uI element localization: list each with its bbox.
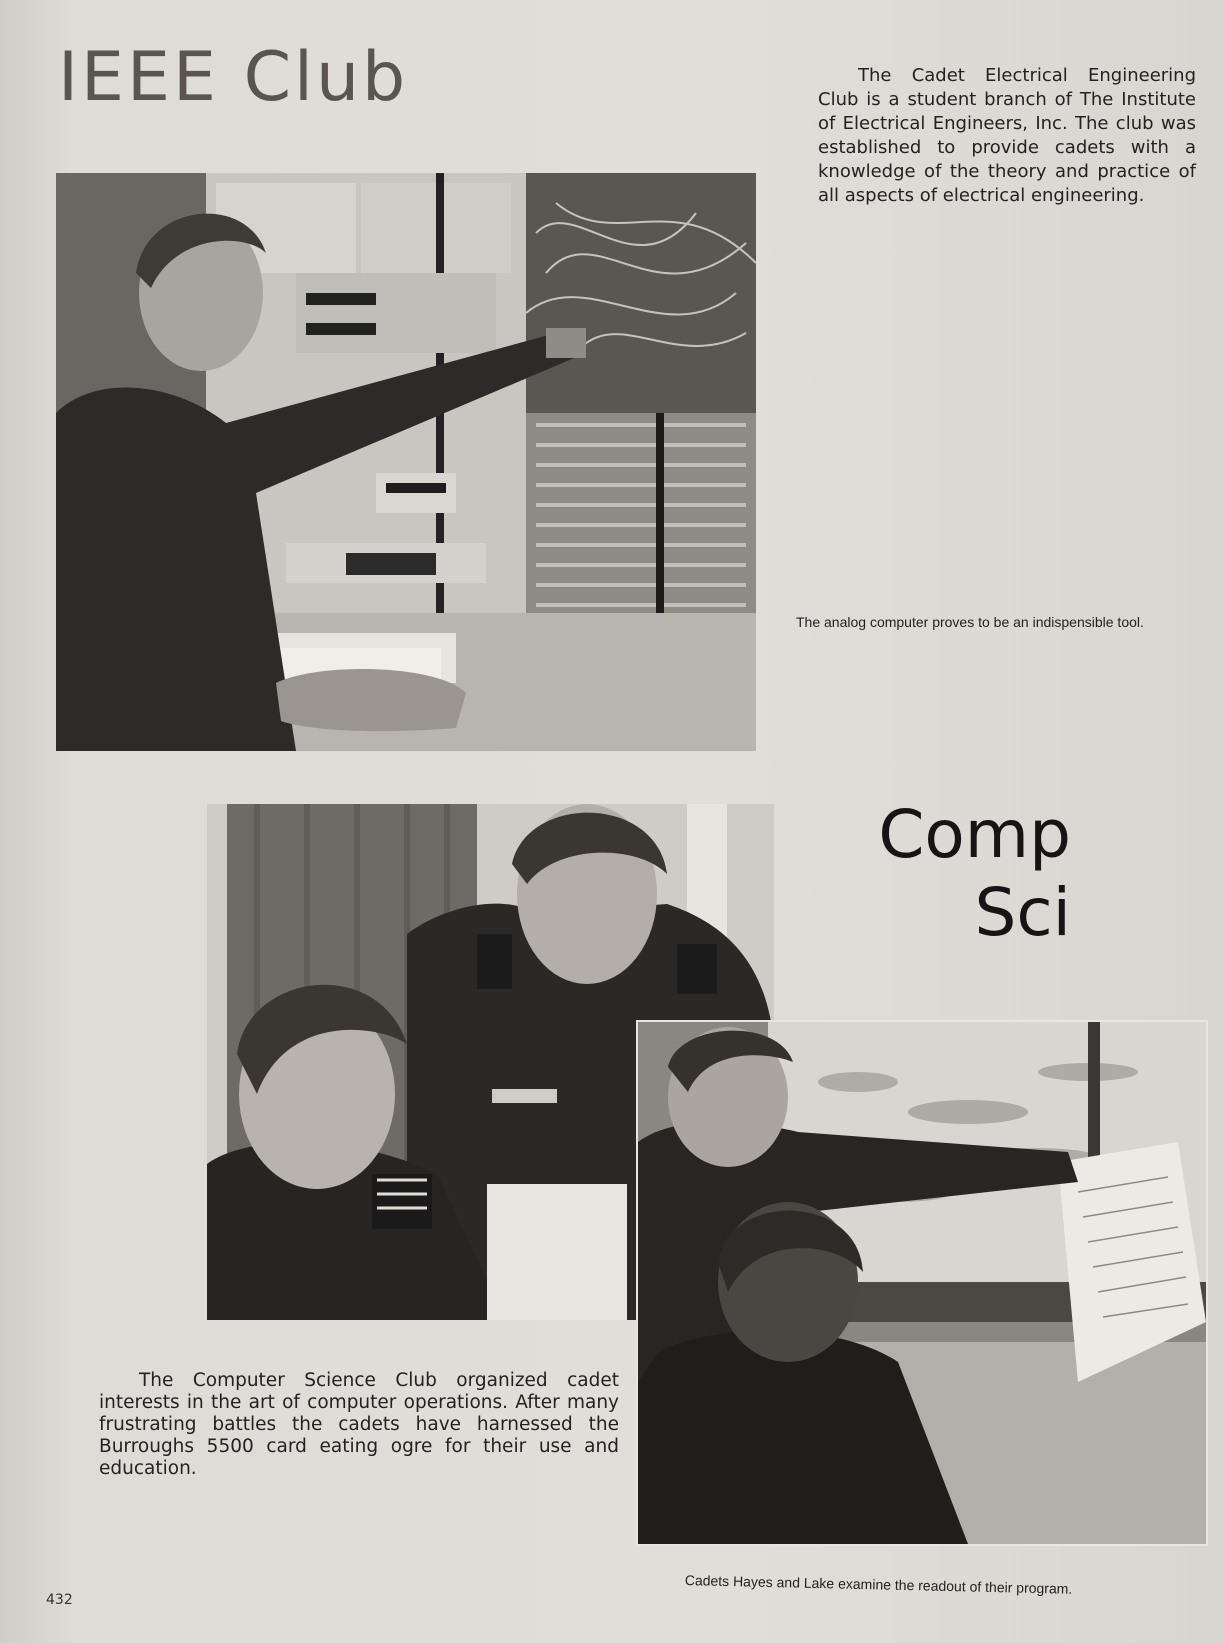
comp-sci-photo-caption: Cadets Hayes and Lake examine the readout of their program.	[684, 1572, 1073, 1597]
analog-computer-photo	[56, 173, 756, 751]
ieee-photo-caption: The analog computer proves to be an indispensible tool.	[796, 614, 1144, 630]
comp-sci-title-line1: Comp	[878, 796, 1071, 873]
comp-sci-title	[878, 796, 1071, 952]
page-number: 432	[46, 1592, 73, 1608]
ieee-intro-text	[818, 64, 1196, 208]
ieee-intro-paragraph: The Cadet Electrical Engineering Club is a student branch of The Institute of Electrical Engineers, Inc. The club was established to provide cadets with a knowledge of the theory and practice of all aspects of electrical engineering.	[818, 65, 1196, 206]
readout-photo	[636, 1020, 1208, 1546]
ieee-club-title: IEEE Club	[58, 38, 409, 117]
comp-sci-title-line2: Sci	[974, 874, 1071, 951]
comp-sci-body-text: The Computer Science Club organized cadet interests in the art of computer operations. After many frustrating battles the cadets have harnessed the Burroughs 5500 card eating ogre for their use and education.	[99, 1370, 619, 1479]
